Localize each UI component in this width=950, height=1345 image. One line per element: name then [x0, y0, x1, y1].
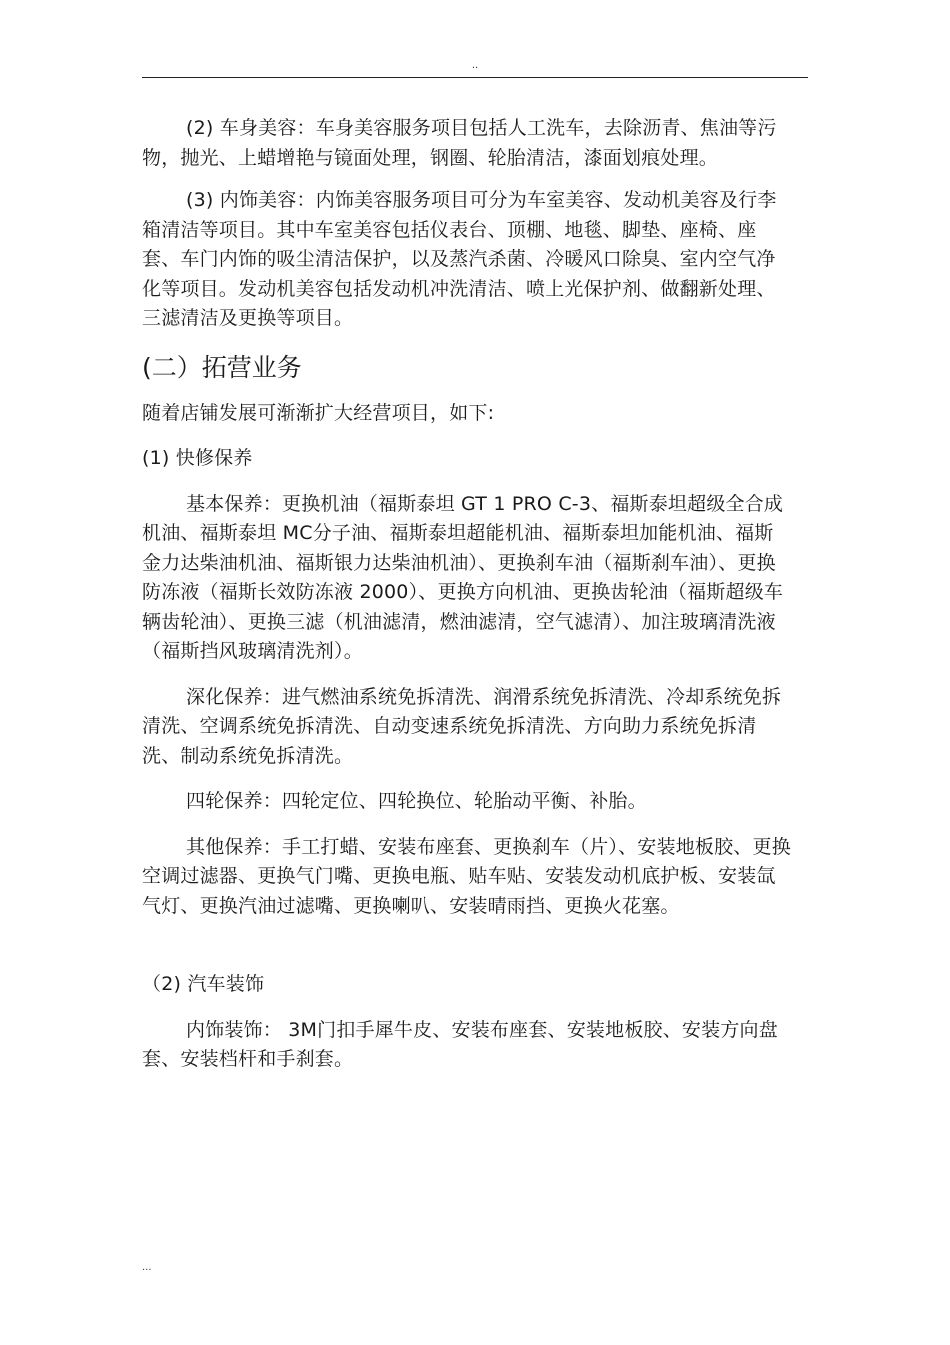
paragraph-body-beauty: (2) 车身美容：车身美容服务项目包括人工洗车，去除沥青、焦油等污物，抛光、上蜡增艳与镜面处理，钢圈、轮胎清洁，漆面划痕处理。: [142, 117, 777, 169]
header-rule: [142, 77, 808, 78]
paragraph-other-maintenance: 其他保养：手工打蜡、安装布座套、更换刹车（片）、安装地板胶、更换空调过滤器、更换气门嘴、更换电瓶、贴车贴、安装发动机底护板、安装氙气灯、更换汽油过滤嘴、更换喇叭、安装晴雨挡、更换火花塞。: [142, 835, 791, 917]
subheading-quick-maintenance: (1) 快修保养: [142, 447, 253, 469]
subheading-car-decoration: （2) 汽车装饰: [142, 973, 265, 995]
paragraph-intro: 随着店铺发展可渐渐扩大经营项目，如下:: [142, 401, 495, 424]
section-heading: (二）拓营业务: [142, 352, 302, 382]
header-mark: ..: [471, 60, 479, 71]
document-body: [142, 114, 792, 1075]
footer-mark: ...: [142, 1262, 152, 1273]
paragraph-basic-maintenance: 基本保养：更换机油（福斯泰坦 GT 1 PRO C-3、福斯泰坦超级全合成机油、福斯泰坦 MC分子油、福斯泰坦超能机油、福斯泰坦加能机油、福斯金力达柴油机油、福斯银力达柴油机油）、更换刹车油（福斯刹车油）、更换防冻液（福斯长效防冻液 2000）、更换方向机油、更换齿轮油（福斯超级车辆齿轮油）、更换三滤（机油滤清，燃油滤清，空气滤清）、加注玻璃清洗液（福斯挡风玻璃清洗剂）。: [142, 492, 784, 662]
paragraph-interior-decoration: 内饰装饰： 3M门扣手犀牛皮、安装布座套、安装地板胶、安装方向盘套、安装档杆和手刹套。: [142, 1018, 778, 1070]
paragraph-deep-maintenance: 深化保养：进气燃油系统免拆清洗、润滑系统免拆清洗、冷却系统免拆清洗、空调系统免拆清洗、自动变速系统免拆清洗、方向助力系统免拆清洗、制动系统免拆清洗。: [142, 685, 782, 767]
paragraph-interior-beauty: (3) 内饰美容：内饰美容服务项目可分为车室美容、发动机美容及行李箱清洁等项目。其中车室美容包括仪表台、顶棚、地毯、脚垫、座椅、座套、车门内饰的吸尘清洁保护，以及蒸汽杀菌、冷暖风口除臭、室内空气净化等项目。发动机美容包括发动机冲洗清洁、喷上光保护剂、做翻新处理、三滤清洁及更换等项目。: [142, 189, 777, 329]
paragraph-wheel-maintenance: 四轮保养：四轮定位、四轮换位、轮胎动平衡、补胎。: [186, 790, 647, 812]
